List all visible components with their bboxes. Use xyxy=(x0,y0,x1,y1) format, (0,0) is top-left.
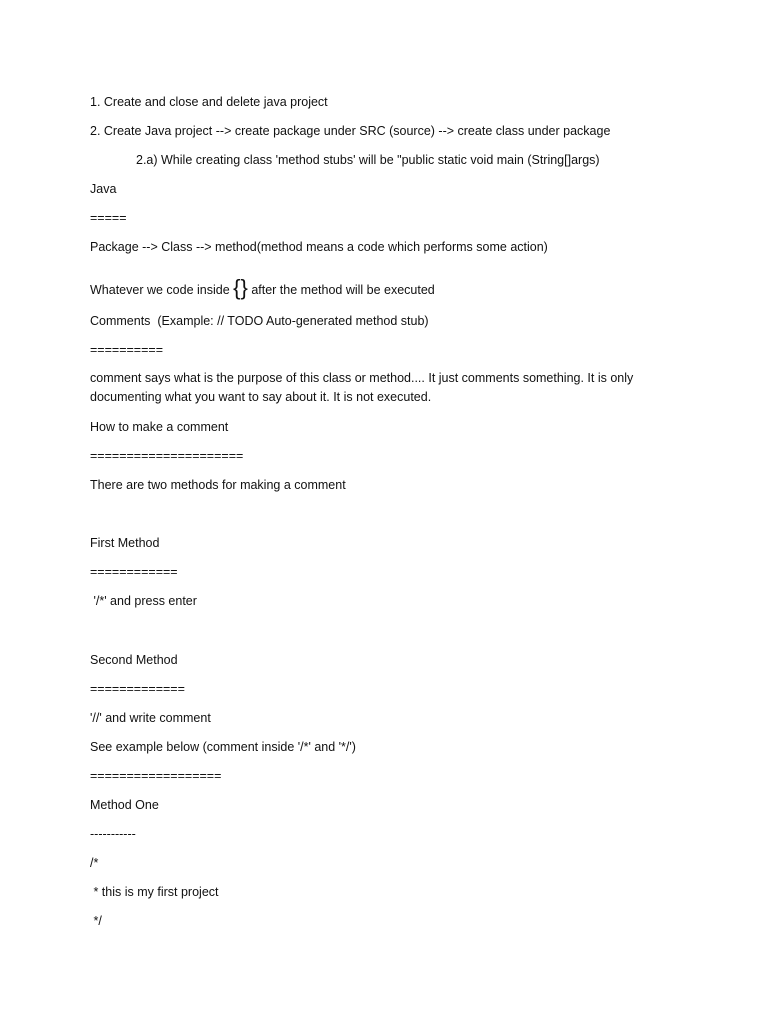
how-to-comment-underline: ===================== xyxy=(90,449,244,463)
comment-description-paragraph: comment says what is the purpose of this class or method.... It just comments something. It is only documenting what you want to say about it. It is not executed. xyxy=(90,371,634,404)
package-class-method-text: Package --> Class --> method(method means a code which performs some action) xyxy=(90,240,548,254)
first-method-heading: First Method xyxy=(90,536,160,550)
comments-heading: Comments (Example: // TODO Auto-generated method stub) xyxy=(90,314,429,328)
code-inside-braces-text xyxy=(90,275,435,300)
step-2a-text: 2.a) While creating class 'method stubs' will be "public static void main (String[]args) xyxy=(136,153,600,167)
braces-symbol: {} xyxy=(233,275,248,300)
step-2-text: 2. Create Java project --> create package under SRC (source) --> create class under package xyxy=(90,124,611,138)
method-one-underline: ----------- xyxy=(90,827,136,841)
comments-underline: ========== xyxy=(90,343,163,357)
first-method-underline: ============ xyxy=(90,565,178,579)
code-comment-body: * this is my first project xyxy=(90,885,219,899)
code-inside-text-end: after the method will be executed xyxy=(247,283,435,297)
method-one-heading: Method One xyxy=(90,798,159,812)
code-comment-close: */ xyxy=(90,914,102,928)
java-underline: ===== xyxy=(90,211,127,225)
two-methods-text: There are two methods for making a comment xyxy=(90,478,346,492)
see-example-text: See example below (comment inside '/*' and '*/') xyxy=(90,740,356,754)
how-to-comment-heading: How to make a comment xyxy=(90,420,229,434)
code-inside-text-start: Whatever we code inside xyxy=(90,283,234,297)
java-heading: Java xyxy=(90,182,117,196)
code-comment-open: /* xyxy=(90,856,99,870)
step-1-text: 1. Create and close and delete java project xyxy=(90,95,328,109)
second-method-underline: ============= xyxy=(90,682,185,696)
see-example-underline: ================== xyxy=(90,769,222,783)
first-method-text: '/*' and press enter xyxy=(90,594,197,608)
second-method-text: '//' and write comment xyxy=(90,711,211,725)
second-method-heading: Second Method xyxy=(90,653,178,667)
